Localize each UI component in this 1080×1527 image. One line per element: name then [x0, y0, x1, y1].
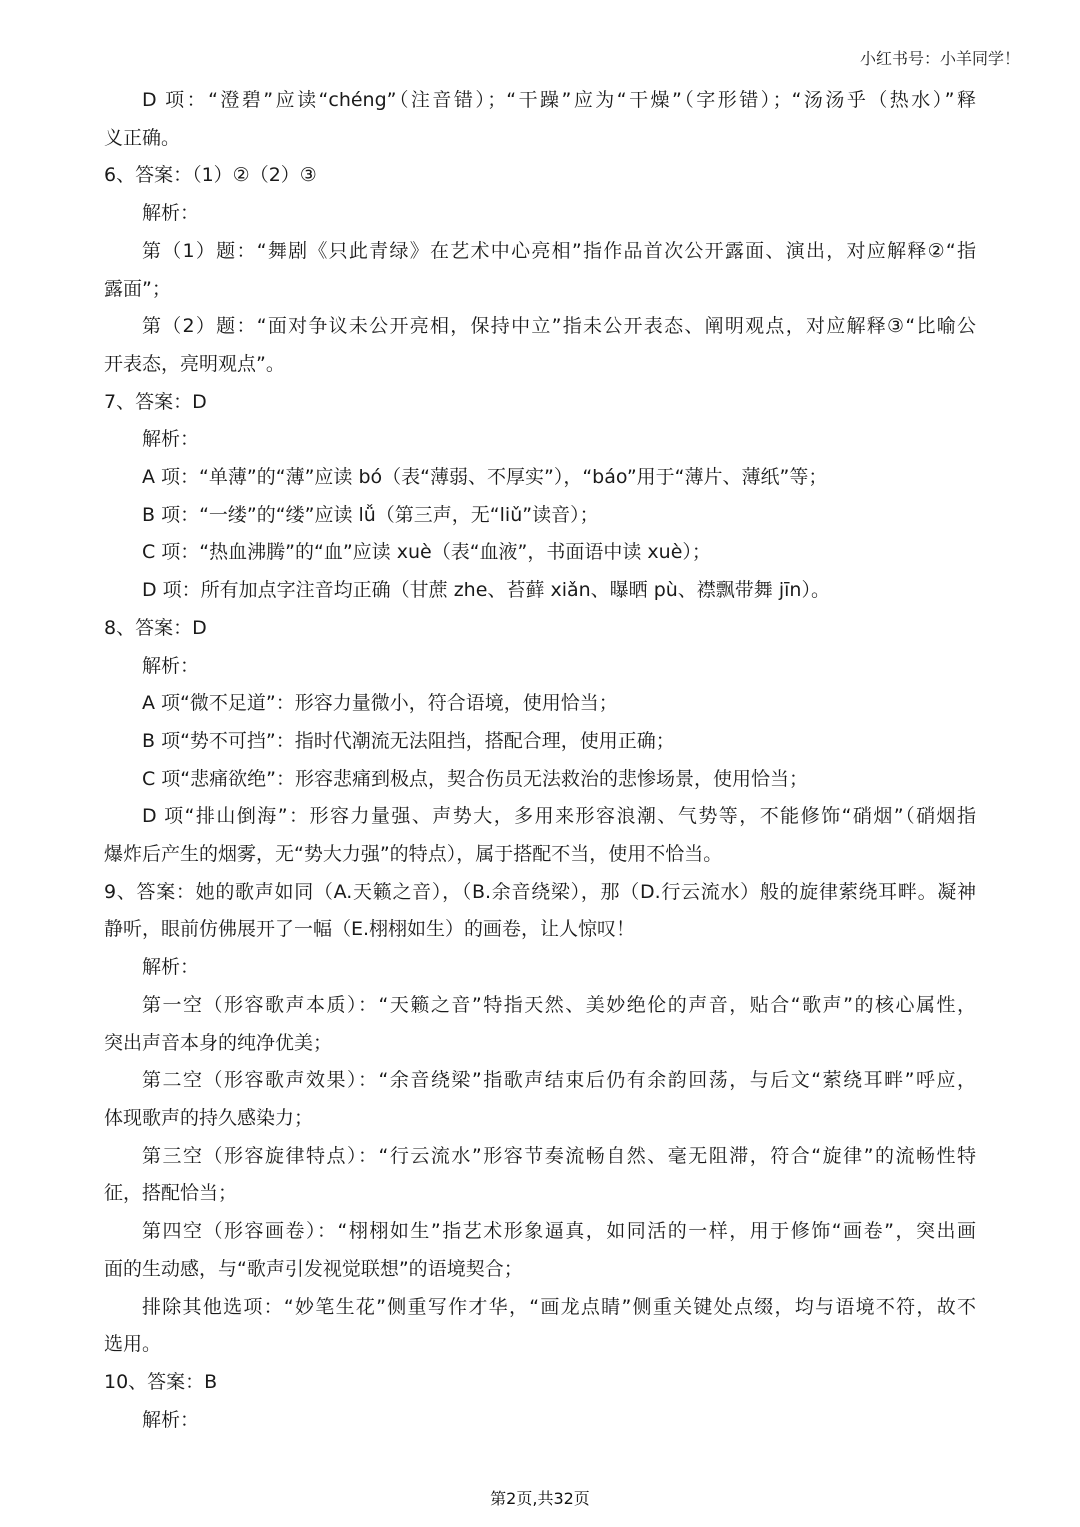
answer-heading: 10、答案：B: [104, 1370, 218, 1393]
answer-heading: 7、答案：D: [104, 390, 207, 413]
analysis-label: 解析：: [142, 428, 200, 451]
text-line: 第（2）题：“面对争议未公开亮相，保持中立”指未公开表态、阐明观点，对应解释③“比喻公: [142, 315, 976, 338]
text-line: 义正确。: [104, 126, 181, 149]
text-line: 排除其他选项：“妙笔生花”侧重写作才华，“画龙点睛”侧重关键处点缀，均与语境不符，故不: [142, 1295, 976, 1318]
text-line: 第三空（形容旋律特点）：“行云流水”形容节奏流畅自然、毫无阻滞，符合“旋律”的流畅性特: [142, 1144, 976, 1167]
text-line: 第二空（形容歌声效果）：“余音绕梁”指歌声结束后仍有余韵回荡，与后文“萦绕耳畔”呼应，: [142, 1069, 976, 1092]
text-line: 征，搭配恰当；: [104, 1182, 238, 1205]
text-line: B 项“势不可挡”：指时代潮流无法阻挡，搭配合理，使用正确；: [142, 729, 675, 752]
answer-heading: 6、答案：（1）②（2）③: [104, 164, 317, 187]
text-line: A 项“微不足道”：形容力量微小，符合语境，使用恰当；: [142, 692, 618, 715]
text-line: 开表态，亮明观点”。: [104, 352, 285, 375]
text-line: 突出声音本身的纯净优美；: [104, 1031, 333, 1054]
answer-heading: 8、答案：D: [104, 616, 207, 639]
watermark: 小红书号：小羊同学！: [859, 49, 1020, 68]
text-line: 爆炸后产生的烟雾，无“势大力强”的特点），属于搭配不当，使用不恰当。: [104, 843, 723, 866]
page-number: 第2页,共32页: [490, 1489, 590, 1508]
analysis-label: 解析：: [142, 956, 200, 979]
text-line: B 项：“一缕”的“缕”应读 lǚ（第三声，无“liǔ”读音）；: [142, 503, 599, 526]
text-line: 第四空（形容画卷）：“栩栩如生”指艺术形象逼真，如同活的一样，用于修饰“画卷”，突出画: [142, 1220, 976, 1243]
text-line: A 项：“单薄”的“薄”应读 bó（表“薄弱、不厚实”），“báo”用于“薄片、薄纸”等；: [142, 466, 828, 489]
document-body: [104, 82, 976, 1439]
analysis-label: 解析：: [142, 654, 200, 677]
analysis-label: 解析：: [142, 1408, 200, 1431]
text-line: 选用。: [104, 1333, 162, 1356]
text-line: 第（1）题：“舞剧《只此青绿》在艺术中心亮相”指作品首次公开露面、演出，对应解释②“指: [142, 239, 976, 262]
text-line: 静听，眼前仿佛展开了一幅（E.栩栩如生）的画卷，让人惊叹！: [104, 918, 636, 941]
text-line: 体现歌声的持久感染力；: [104, 1106, 314, 1129]
text-line: D 项：“澄碧”应读“chéng”（注音错）；“干躁”应为“干燥”（字形错）；“汤汤乎（热水）”释: [142, 89, 976, 111]
answer-heading: 9、答案：她的歌声如同（A.天籁之音），（B.余音绕梁），那（D.行云流水）般的旋律萦绕耳畔。凝神: [104, 880, 976, 903]
text-line: 面的生动感，与“歌声引发视觉联想”的语境契合；: [104, 1257, 523, 1280]
analysis-label: 解析：: [142, 202, 200, 225]
text-line: C 项：“热血沸腾”的“血”应读 xuè（表“血液”，书面语中读 xuè）；: [142, 541, 711, 564]
text-line: D 项：所有加点字注音均正确（甘蔗 zhe、苔藓 xiǎn、曝晒 pù、襟飘带舞 jīn）。: [142, 579, 830, 602]
text-line: D 项“排山倒海”：形容力量强、声势大，多用来形容浪潮、气势等，不能修饰“硝烟”（硝烟指: [142, 805, 976, 828]
text-line: C 项“悲痛欲绝”：形容悲痛到极点，契合伤员无法救治的悲惨场景，使用恰当；: [142, 767, 808, 790]
text-line: 露面”；: [104, 277, 171, 300]
text-line: 第一空（形容歌声本质）：“天籁之音”特指天然、美妙绝伦的声音，贴合“歌声”的核心属性，: [142, 993, 976, 1016]
